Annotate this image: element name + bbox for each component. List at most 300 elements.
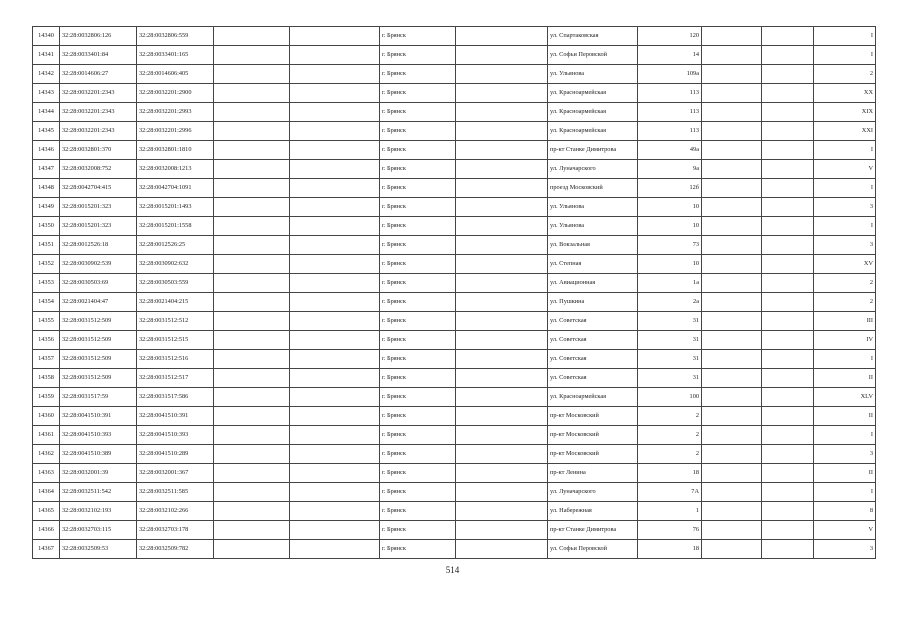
row-number-cell: 14341 xyxy=(33,46,60,65)
street-cell: ул. Советская xyxy=(548,369,638,388)
empty-cell xyxy=(214,274,290,293)
row-number-cell: 14345 xyxy=(33,122,60,141)
premises-number-cell: 2 xyxy=(814,65,876,84)
parcel-cadastral-number-cell: 32:28:0032201:2343 xyxy=(60,103,137,122)
empty-cell xyxy=(762,255,814,274)
street-cell: ул. Ульянова xyxy=(548,65,638,84)
object-cadastral-number-cell: 32:28:0032008:1213 xyxy=(137,160,214,179)
house-number-cell: 10 xyxy=(638,198,702,217)
premises-number-cell: V xyxy=(814,160,876,179)
table-row xyxy=(33,103,876,122)
row-number-cell: 14350 xyxy=(33,217,60,236)
city-cell: г. Брянск xyxy=(380,198,456,217)
empty-cell xyxy=(702,483,762,502)
premises-number-cell: II xyxy=(814,369,876,388)
empty-cell xyxy=(762,198,814,217)
parcel-cadastral-number-cell: 32:28:0031512:509 xyxy=(60,331,137,350)
empty-cell xyxy=(702,521,762,540)
empty-cell xyxy=(762,388,814,407)
empty-cell xyxy=(762,122,814,141)
empty-cell xyxy=(702,331,762,350)
row-number-cell: 14340 xyxy=(33,27,60,46)
premises-number-cell: III xyxy=(814,312,876,331)
empty-cell xyxy=(762,426,814,445)
empty-cell xyxy=(702,84,762,103)
parcel-cadastral-number-cell: 32:28:0031512:509 xyxy=(60,312,137,331)
parcel-cadastral-number-cell: 32:28:0032801:370 xyxy=(60,141,137,160)
empty-cell xyxy=(762,84,814,103)
parcel-cadastral-number-cell: 32:28:0031512:509 xyxy=(60,369,137,388)
street-cell: ул. Авиационная xyxy=(548,274,638,293)
empty-cell xyxy=(290,65,380,84)
empty-cell xyxy=(214,198,290,217)
street-cell: ул. Луначарского xyxy=(548,160,638,179)
empty-cell xyxy=(290,236,380,255)
premises-number-cell: I xyxy=(814,27,876,46)
house-number-cell: 100 xyxy=(638,388,702,407)
table-row xyxy=(33,312,876,331)
empty-cell xyxy=(290,141,380,160)
empty-cell xyxy=(456,293,548,312)
city-cell: г. Брянск xyxy=(380,350,456,369)
table-row xyxy=(33,426,876,445)
premises-number-cell: I xyxy=(814,179,876,198)
table-row xyxy=(33,331,876,350)
empty-cell xyxy=(762,65,814,84)
empty-cell xyxy=(290,464,380,483)
house-number-cell: 18 xyxy=(638,540,702,559)
table-row xyxy=(33,236,876,255)
empty-cell xyxy=(214,407,290,426)
empty-cell xyxy=(214,464,290,483)
empty-cell xyxy=(290,255,380,274)
object-cadastral-number-cell: 32:28:0032511:585 xyxy=(137,483,214,502)
house-number-cell: 12б xyxy=(638,179,702,198)
object-cadastral-number-cell: 32:28:0032201:2900 xyxy=(137,84,214,103)
row-number-cell: 14352 xyxy=(33,255,60,274)
table-row xyxy=(33,407,876,426)
empty-cell xyxy=(702,198,762,217)
empty-cell xyxy=(702,27,762,46)
empty-cell xyxy=(762,179,814,198)
city-cell: г. Брянск xyxy=(380,502,456,521)
house-number-cell: 1а xyxy=(638,274,702,293)
parcel-cadastral-number-cell: 32:28:0032201:2343 xyxy=(60,84,137,103)
parcel-cadastral-number-cell: 32:28:0032001:39 xyxy=(60,464,137,483)
city-cell: г. Брянск xyxy=(380,407,456,426)
empty-cell xyxy=(214,312,290,331)
empty-cell xyxy=(456,350,548,369)
street-cell: ул. Красноармейская xyxy=(548,122,638,141)
empty-cell xyxy=(702,217,762,236)
table-row xyxy=(33,198,876,217)
house-number-cell: 2 xyxy=(638,426,702,445)
city-cell: г. Брянск xyxy=(380,27,456,46)
empty-cell xyxy=(290,217,380,236)
empty-cell xyxy=(290,179,380,198)
city-cell: г. Брянск xyxy=(380,388,456,407)
object-cadastral-number-cell: 32:28:0030902:632 xyxy=(137,255,214,274)
parcel-cadastral-number-cell: 32:28:0015201:323 xyxy=(60,198,137,217)
empty-cell xyxy=(290,483,380,502)
row-number-cell: 14343 xyxy=(33,84,60,103)
empty-cell xyxy=(456,483,548,502)
empty-cell xyxy=(762,293,814,312)
empty-cell xyxy=(290,331,380,350)
premises-number-cell: XX xyxy=(814,84,876,103)
street-cell: ул. Красноармейская xyxy=(548,388,638,407)
table-row xyxy=(33,65,876,84)
object-cadastral-number-cell: 32:28:0032201:2993 xyxy=(137,103,214,122)
empty-cell xyxy=(762,103,814,122)
premises-number-cell: I xyxy=(814,46,876,65)
street-cell: ул. Софьи Перовской xyxy=(548,540,638,559)
house-number-cell: 109а xyxy=(638,65,702,84)
empty-cell xyxy=(456,464,548,483)
city-cell: г. Брянск xyxy=(380,445,456,464)
page-number: 514 xyxy=(445,565,460,575)
street-cell: ул. Вокзальная xyxy=(548,236,638,255)
empty-cell xyxy=(456,521,548,540)
house-number-cell: 31 xyxy=(638,350,702,369)
object-cadastral-number-cell: 32:28:0032801:1810 xyxy=(137,141,214,160)
parcel-cadastral-number-cell: 32:28:0014606:27 xyxy=(60,65,137,84)
object-cadastral-number-cell: 32:28:0032201:2996 xyxy=(137,122,214,141)
empty-cell xyxy=(214,350,290,369)
table-row xyxy=(33,502,876,521)
row-number-cell: 14357 xyxy=(33,350,60,369)
empty-cell xyxy=(456,141,548,160)
row-number-cell: 14363 xyxy=(33,464,60,483)
empty-cell xyxy=(702,65,762,84)
empty-cell xyxy=(290,274,380,293)
registry-body xyxy=(33,27,876,559)
house-number-cell: 10 xyxy=(638,255,702,274)
empty-cell xyxy=(702,426,762,445)
empty-cell xyxy=(702,350,762,369)
city-cell: г. Брянск xyxy=(380,521,456,540)
empty-cell xyxy=(290,350,380,369)
object-cadastral-number-cell: 32:28:0042704:1091 xyxy=(137,179,214,198)
city-cell: г. Брянск xyxy=(380,426,456,445)
empty-cell xyxy=(290,103,380,122)
empty-cell xyxy=(214,236,290,255)
street-cell: проезд Московский xyxy=(548,179,638,198)
table-row xyxy=(33,445,876,464)
house-number-cell: 9а xyxy=(638,160,702,179)
street-cell: ул. Ульянова xyxy=(548,217,638,236)
empty-cell xyxy=(456,502,548,521)
table-row xyxy=(33,27,876,46)
city-cell: г. Брянск xyxy=(380,255,456,274)
empty-cell xyxy=(214,293,290,312)
empty-cell xyxy=(214,540,290,559)
empty-cell xyxy=(214,217,290,236)
house-number-cell: 2 xyxy=(638,445,702,464)
street-cell: ул. Спартаковская xyxy=(548,27,638,46)
row-number-cell: 14359 xyxy=(33,388,60,407)
city-cell: г. Брянск xyxy=(380,464,456,483)
empty-cell xyxy=(214,122,290,141)
row-number-cell: 14364 xyxy=(33,483,60,502)
city-cell: г. Брянск xyxy=(380,312,456,331)
row-number-cell: 14344 xyxy=(33,103,60,122)
empty-cell xyxy=(702,540,762,559)
row-number-cell: 14356 xyxy=(33,331,60,350)
table-row xyxy=(33,388,876,407)
city-cell: г. Брянск xyxy=(380,103,456,122)
object-cadastral-number-cell: 32:28:0041510:289 xyxy=(137,445,214,464)
city-cell: г. Брянск xyxy=(380,65,456,84)
house-number-cell: 76 xyxy=(638,521,702,540)
empty-cell xyxy=(456,198,548,217)
empty-cell xyxy=(762,274,814,293)
empty-cell xyxy=(702,293,762,312)
empty-cell xyxy=(702,255,762,274)
city-cell: г. Брянск xyxy=(380,483,456,502)
empty-cell xyxy=(702,464,762,483)
house-number-cell: 2 xyxy=(638,407,702,426)
object-cadastral-number-cell: 32:28:0031512:517 xyxy=(137,369,214,388)
empty-cell xyxy=(702,122,762,141)
empty-cell xyxy=(214,502,290,521)
object-cadastral-number-cell: 32:28:0031517:586 xyxy=(137,388,214,407)
object-cadastral-number-cell: 32:28:0015201:1558 xyxy=(137,217,214,236)
street-cell: ул. Степная xyxy=(548,255,638,274)
empty-cell xyxy=(290,407,380,426)
empty-cell xyxy=(456,217,548,236)
table-row xyxy=(33,540,876,559)
object-cadastral-number-cell: 32:28:0032509:782 xyxy=(137,540,214,559)
house-number-cell: 1 xyxy=(638,502,702,521)
row-number-cell: 14362 xyxy=(33,445,60,464)
city-cell: г. Брянск xyxy=(380,331,456,350)
empty-cell xyxy=(214,369,290,388)
empty-cell xyxy=(290,521,380,540)
street-cell: ул. Пушкина xyxy=(548,293,638,312)
street-cell: пр-кт Московский xyxy=(548,426,638,445)
empty-cell xyxy=(214,426,290,445)
empty-cell xyxy=(214,84,290,103)
house-number-cell: 18 xyxy=(638,464,702,483)
street-cell: ул. Советская xyxy=(548,350,638,369)
row-number-cell: 14348 xyxy=(33,179,60,198)
object-cadastral-number-cell: 32:28:0032806:559 xyxy=(137,27,214,46)
city-cell: г. Брянск xyxy=(380,46,456,65)
city-cell: г. Брянск xyxy=(380,179,456,198)
parcel-cadastral-number-cell: 32:28:0015201:323 xyxy=(60,217,137,236)
house-number-cell: 31 xyxy=(638,331,702,350)
house-number-cell: 31 xyxy=(638,369,702,388)
parcel-cadastral-number-cell: 32:28:0021404:47 xyxy=(60,293,137,312)
street-cell: пр-кт Станке Димитрова xyxy=(548,141,638,160)
table-row xyxy=(33,521,876,540)
parcel-cadastral-number-cell: 32:28:0032102:193 xyxy=(60,502,137,521)
empty-cell xyxy=(702,369,762,388)
empty-cell xyxy=(214,255,290,274)
empty-cell xyxy=(702,445,762,464)
parcel-cadastral-number-cell: 32:28:0032509:53 xyxy=(60,540,137,559)
empty-cell xyxy=(290,312,380,331)
row-number-cell: 14355 xyxy=(33,312,60,331)
empty-cell xyxy=(762,350,814,369)
city-cell: г. Брянск xyxy=(380,540,456,559)
premises-number-cell: II xyxy=(814,464,876,483)
empty-cell xyxy=(762,331,814,350)
empty-cell xyxy=(762,312,814,331)
empty-cell xyxy=(456,122,548,141)
row-number-cell: 14349 xyxy=(33,198,60,217)
table-row xyxy=(33,274,876,293)
table-row xyxy=(33,46,876,65)
empty-cell xyxy=(702,236,762,255)
parcel-cadastral-number-cell: 32:28:0032511:542 xyxy=(60,483,137,502)
street-cell: ул. Ульянова xyxy=(548,198,638,217)
empty-cell xyxy=(456,27,548,46)
empty-cell xyxy=(456,65,548,84)
empty-cell xyxy=(456,388,548,407)
premises-number-cell: XIX xyxy=(814,103,876,122)
empty-cell xyxy=(290,293,380,312)
empty-cell xyxy=(702,179,762,198)
empty-cell xyxy=(456,46,548,65)
empty-cell xyxy=(456,426,548,445)
parcel-cadastral-number-cell: 32:28:0033401:84 xyxy=(60,46,137,65)
object-cadastral-number-cell: 32:28:0015201:1493 xyxy=(137,198,214,217)
empty-cell xyxy=(702,160,762,179)
empty-cell xyxy=(214,179,290,198)
premises-number-cell: V xyxy=(814,521,876,540)
object-cadastral-number-cell: 32:28:0033401:165 xyxy=(137,46,214,65)
empty-cell xyxy=(762,160,814,179)
empty-cell xyxy=(702,274,762,293)
row-number-cell: 14367 xyxy=(33,540,60,559)
empty-cell xyxy=(762,141,814,160)
city-cell: г. Брянск xyxy=(380,84,456,103)
row-number-cell: 14351 xyxy=(33,236,60,255)
premises-number-cell: II xyxy=(814,407,876,426)
premises-number-cell: XLV xyxy=(814,388,876,407)
empty-cell xyxy=(290,388,380,407)
table-row xyxy=(33,369,876,388)
parcel-cadastral-number-cell: 32:28:0012526:18 xyxy=(60,236,137,255)
house-number-cell: 113 xyxy=(638,103,702,122)
table-row xyxy=(33,160,876,179)
empty-cell xyxy=(214,388,290,407)
empty-cell xyxy=(456,84,548,103)
empty-cell xyxy=(290,27,380,46)
object-cadastral-number-cell: 32:28:0032001:367 xyxy=(137,464,214,483)
object-cadastral-number-cell: 32:28:0031512:515 xyxy=(137,331,214,350)
row-number-cell: 14360 xyxy=(33,407,60,426)
parcel-cadastral-number-cell: 32:28:0041510:391 xyxy=(60,407,137,426)
empty-cell xyxy=(214,331,290,350)
parcel-cadastral-number-cell: 32:28:0031517:59 xyxy=(60,388,137,407)
empty-cell xyxy=(456,255,548,274)
premises-number-cell: 2 xyxy=(814,274,876,293)
empty-cell xyxy=(214,483,290,502)
empty-cell xyxy=(214,160,290,179)
object-cadastral-number-cell: 32:28:0021404:215 xyxy=(137,293,214,312)
city-cell: г. Брянск xyxy=(380,369,456,388)
city-cell: г. Брянск xyxy=(380,293,456,312)
parcel-cadastral-number-cell: 32:28:0032201:2343 xyxy=(60,122,137,141)
row-number-cell: 14366 xyxy=(33,521,60,540)
house-number-cell: 73 xyxy=(638,236,702,255)
street-cell: пр-кт Московский xyxy=(548,445,638,464)
premises-number-cell: I xyxy=(814,217,876,236)
premises-number-cell: I xyxy=(814,350,876,369)
empty-cell xyxy=(702,141,762,160)
empty-cell xyxy=(290,445,380,464)
city-cell: г. Брянск xyxy=(380,217,456,236)
house-number-cell: 7А xyxy=(638,483,702,502)
table-row xyxy=(33,217,876,236)
empty-cell xyxy=(214,65,290,84)
house-number-cell: 113 xyxy=(638,122,702,141)
premises-number-cell: IV xyxy=(814,331,876,350)
house-number-cell: 31 xyxy=(638,312,702,331)
object-cadastral-number-cell: 32:28:0014606:405 xyxy=(137,65,214,84)
row-number-cell: 14346 xyxy=(33,141,60,160)
empty-cell xyxy=(290,122,380,141)
empty-cell xyxy=(290,46,380,65)
empty-cell xyxy=(214,445,290,464)
street-cell: ул. Красноармейская xyxy=(548,84,638,103)
empty-cell xyxy=(456,179,548,198)
object-cadastral-number-cell: 32:28:0041510:391 xyxy=(137,407,214,426)
premises-number-cell: 3 xyxy=(814,198,876,217)
parcel-cadastral-number-cell: 32:28:0042704:415 xyxy=(60,179,137,198)
empty-cell xyxy=(762,27,814,46)
premises-number-cell: I xyxy=(814,483,876,502)
street-cell: ул. Советская xyxy=(548,331,638,350)
empty-cell xyxy=(214,46,290,65)
city-cell: г. Брянск xyxy=(380,122,456,141)
row-number-cell: 14354 xyxy=(33,293,60,312)
row-number-cell: 14353 xyxy=(33,274,60,293)
premises-number-cell: XXI xyxy=(814,122,876,141)
empty-cell xyxy=(702,312,762,331)
table-row xyxy=(33,293,876,312)
city-cell: г. Брянск xyxy=(380,274,456,293)
table-row xyxy=(33,122,876,141)
object-cadastral-number-cell: 32:28:0031512:516 xyxy=(137,350,214,369)
empty-cell xyxy=(702,46,762,65)
table-row xyxy=(33,350,876,369)
row-number-cell: 14361 xyxy=(33,426,60,445)
house-number-cell: 14 xyxy=(638,46,702,65)
premises-number-cell: 3 xyxy=(814,540,876,559)
empty-cell xyxy=(762,217,814,236)
premises-number-cell: I xyxy=(814,141,876,160)
empty-cell xyxy=(214,27,290,46)
object-cadastral-number-cell: 32:28:0030503:559 xyxy=(137,274,214,293)
empty-cell xyxy=(290,198,380,217)
row-number-cell: 14342 xyxy=(33,65,60,84)
empty-cell xyxy=(456,369,548,388)
house-number-cell: 113 xyxy=(638,84,702,103)
street-cell: ул. Советская xyxy=(548,312,638,331)
object-cadastral-number-cell: 32:28:0031512:512 xyxy=(137,312,214,331)
empty-cell xyxy=(290,160,380,179)
object-cadastral-number-cell: 32:28:0032703:178 xyxy=(137,521,214,540)
table-row xyxy=(33,255,876,274)
empty-cell xyxy=(290,426,380,445)
house-number-cell: 120 xyxy=(638,27,702,46)
house-number-cell: 10 xyxy=(638,217,702,236)
empty-cell xyxy=(702,502,762,521)
